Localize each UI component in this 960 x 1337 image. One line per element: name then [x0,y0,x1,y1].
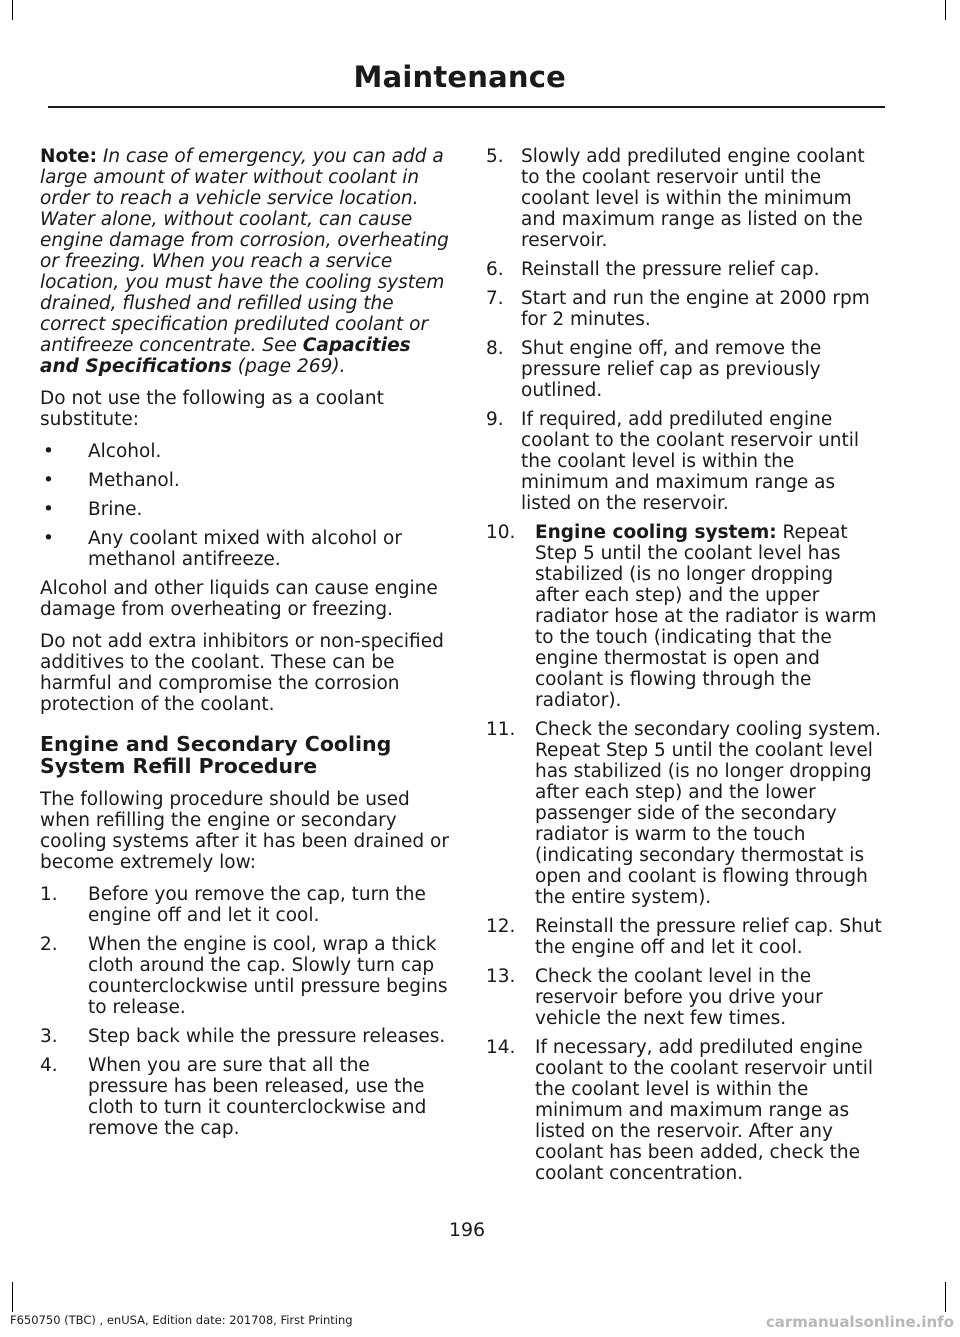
step-item: 9. If required, add prediluted engine coolant to the coolant reservoir until the coolant level is within the minimum and maximum range as listed on the reservoir. [486,409,860,514]
section-heading: Engine and Secondary Cooling System Refill Procedure [40,732,392,778]
substitute-list [40,441,450,570]
note-text: In case of emergency, you can add a large amount of water without coolant in order to reach a vehicle service location. Water alone, without coolant, can cause engine damage from corrosion, overheating or freezing. When you reach a service location, you must have the cooling system drained, flushed and refilled using the correct specification prediluted coolant or antifreeze concentrate. See [40,146,449,356]
step-item: 13. Check the coolant level in the reservoir before you drive your vehicle the next few times. [486,966,823,1029]
edition-footer: F650750 (TBC) , enUSA, Edition date: 201708, First Printing [10,1313,353,1327]
crop-mark-bottom-right [945,1282,946,1312]
step-item: 12. Reinstall the pressure relief cap. Shut the engine off and let it cool. [486,916,882,958]
crop-mark-top-right [945,0,946,20]
steps-list-right [486,146,882,1184]
step-lead: Engine cooling system: [535,522,777,543]
list-item: • Methanol. [43,470,180,491]
bullet-icon: • [43,470,54,491]
capacities-xref-link[interactable]: Capacities and Specifications [40,335,411,377]
step-item: 4. When you are sure that all the pressure has been released, use the cloth to turn it counterclockwise and remove the cap. [40,1055,427,1139]
step-item: 2. When the engine is cool, wrap a thick cloth around the cap. Slowly turn cap counterclockwise until pressure begins to release. [40,934,448,1018]
step-item: 11. Check the secondary cooling system. Repeat Step 5 until the coolant level has stabilized (is no longer dropping after each step) and the lower passenger side of the secondary radiator is warm to the touch (indicating secondary thermostat is open and coolant is flowing through the entire system). [486,719,881,908]
left-column [40,146,450,1147]
list-item: • Any coolant mixed with alcohol or methanol antifreeze. [43,528,402,570]
list-item: • Alcohol. [43,441,162,462]
page-number: 196 [448,1219,486,1241]
page-title: Maintenance [353,60,566,94]
intro-paragraph: The following procedure should be used when refilling the engine or secondary cooling systems after it has been drained or become extremely low: [40,789,449,873]
alcohol-paragraph: Alcohol and other liquids can cause engine damage from overheating or freezing. [40,578,438,620]
step-item: 8. Shut engine off, and remove the pressure relief cap as previously outlined. [486,338,822,401]
note-paragraph [40,146,450,377]
bullet-icon: • [43,528,54,549]
step-item: 10. Engine cooling system: Repeat Step 5 until the coolant level has stabilized (is no longer dropping after each step) and the upper radiator hose at the radiator is warm to the touch (indicating that the engine thermostat is open and coolant is flowing through the radiator). [486,522,877,711]
do-not-use-paragraph: Do not use the following as a coolant substitute: [40,388,384,430]
note-label: Note: [40,146,97,167]
step-item: 3. Step back while the pressure releases. [40,1026,446,1047]
step-item: 1. Before you remove the cap, turn the engine off and let it cool. [40,884,426,926]
bullet-icon: • [43,441,54,462]
inhibitors-paragraph: Do not add extra inhibitors or non-specified additives to the coolant. These can be harmful and compromise the corrosion protection of the coolant. [40,631,444,715]
step-item: 14. If necessary, add prediluted engine coolant to the coolant reservoir until the coolant level is within the minimum and maximum range as listed on the reservoir. After any coolant has been added, check the coolant concentration. [486,1037,874,1184]
crop-mark-bottom-left [12,1282,13,1312]
step-item: 5. Slowly add prediluted engine coolant to the coolant reservoir until the coolant level is within the minimum and maximum range as listed on the reservoir. [486,146,865,251]
bullet-icon: • [43,499,54,520]
steps-list-left [40,884,450,1139]
header-rule [48,106,885,108]
step-item: 7. Start and run the engine at 2000 rpm for 2 minutes. [486,288,870,330]
step-item: 6. Reinstall the pressure relief cap. [486,259,820,280]
watermark: carmanualsonline.info [765,1313,954,1331]
right-column [486,146,882,1192]
list-item: • Brine. [43,499,143,520]
crop-mark-top-left [12,0,13,20]
note-page-ref: (page 269). [231,356,346,377]
